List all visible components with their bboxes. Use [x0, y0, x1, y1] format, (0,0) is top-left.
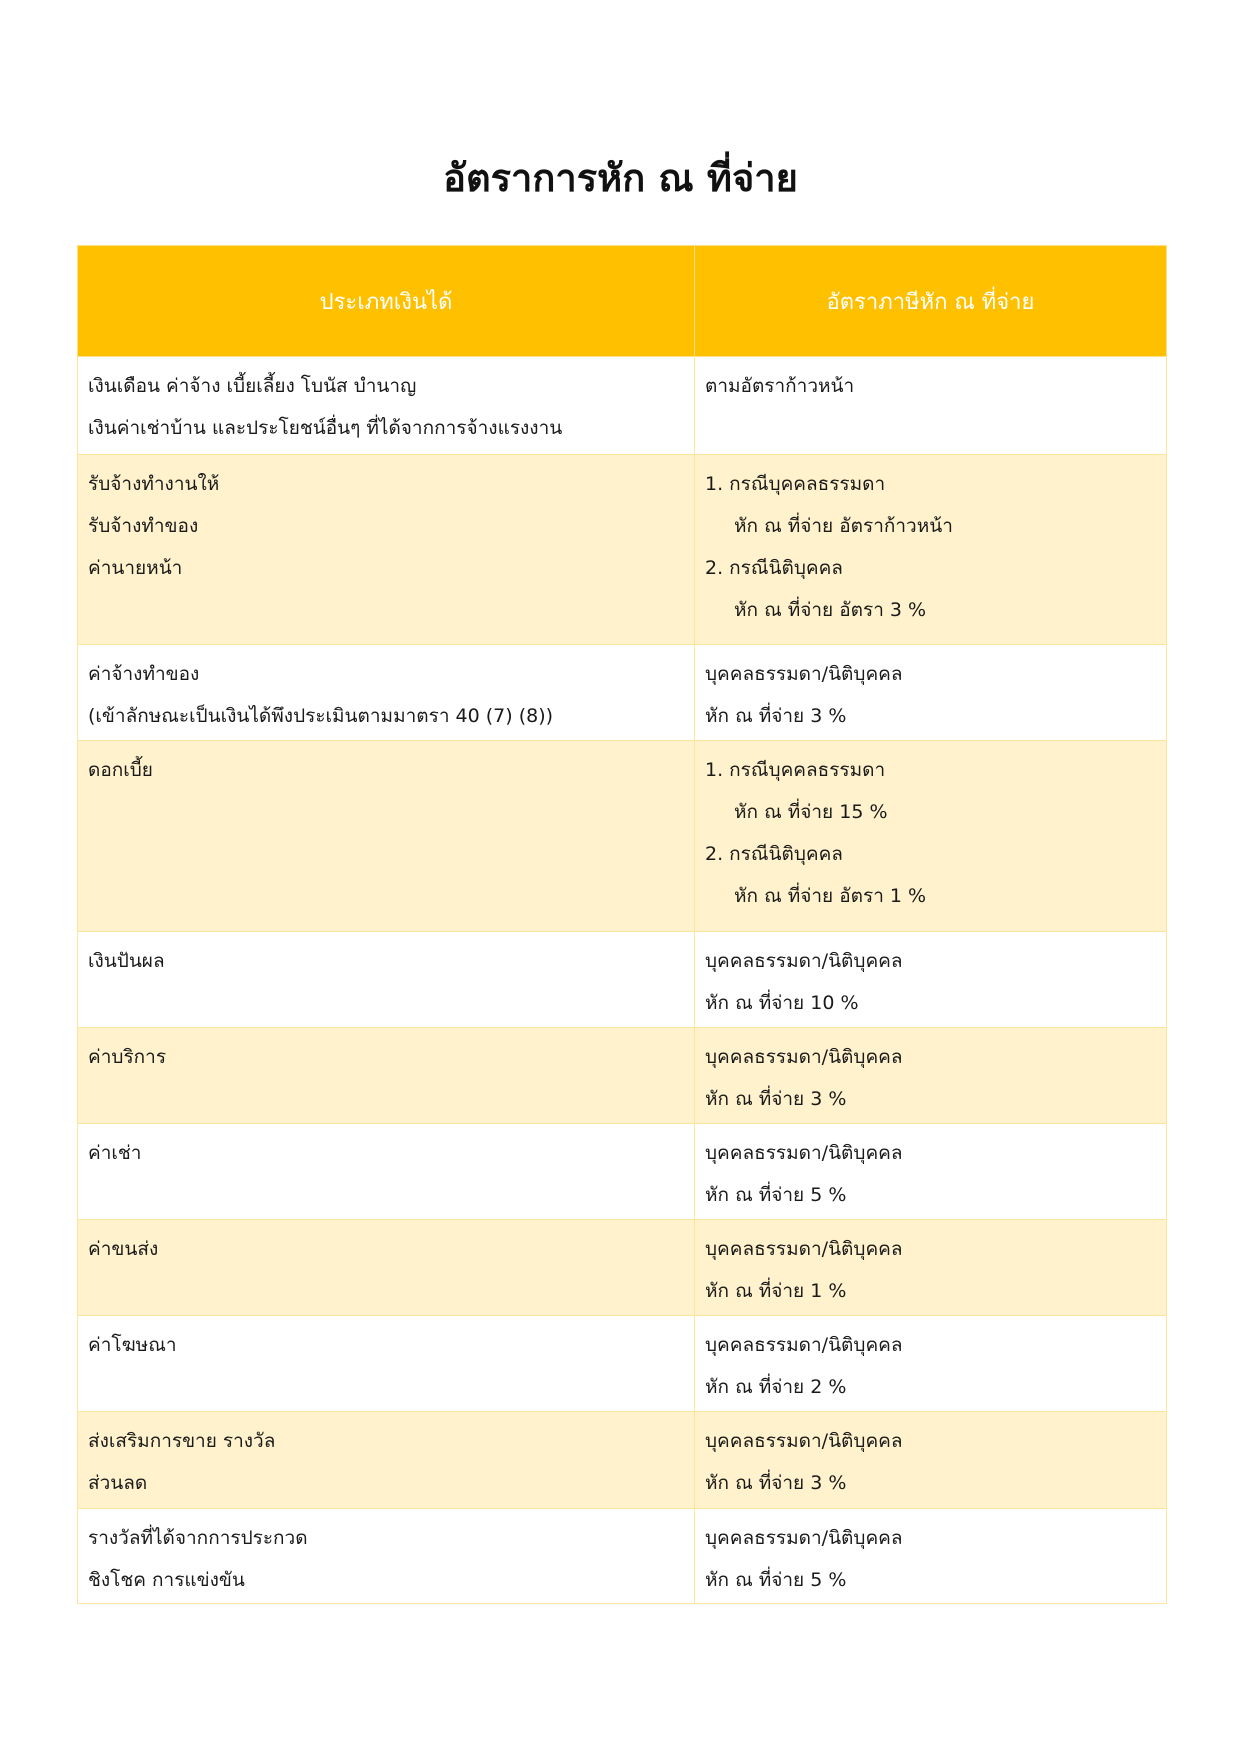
income-type-line: ส่งเสริมการขาย รางวัล	[88, 1430, 276, 1452]
income-type-cell	[78, 1124, 695, 1220]
income-type-cell	[78, 1316, 695, 1412]
table-row	[78, 741, 1167, 932]
rate-line: บุคคลธรรมดา/นิติบุคคล	[705, 950, 903, 972]
rate-cell	[695, 932, 1167, 1028]
income-type-cell	[78, 1509, 695, 1604]
table-row	[78, 357, 1167, 455]
rate-line: บุคคลธรรมดา/นิติบุคคล	[705, 1527, 903, 1549]
rate-line: หัก ณ ที่จ่าย 15 %	[734, 801, 888, 823]
rate-line: บุคคลธรรมดา/นิติบุคคล	[705, 1046, 903, 1068]
rate-cell	[695, 455, 1167, 645]
rate-cell	[695, 1509, 1167, 1604]
header-income-type: ประเภทเงินได้	[78, 246, 695, 357]
rate-cell	[695, 1028, 1167, 1124]
income-type-line: รับจ้างทำของ	[88, 515, 199, 537]
rate-line: หัก ณ ที่จ่าย 5 %	[705, 1569, 847, 1591]
rate-line: หัก ณ ที่จ่าย 5 %	[705, 1184, 847, 1206]
income-type-line: ค่าบริการ	[88, 1046, 167, 1068]
income-type-line: ค่าขนส่ง	[88, 1238, 159, 1260]
rate-line: หัก ณ ที่จ่าย 3 %	[705, 1088, 847, 1110]
table-row	[78, 1220, 1167, 1316]
page-title: อัตราการหัก ณ ที่จ่าย	[443, 156, 798, 200]
rate-line: บุคคลธรรมดา/นิติบุคคล	[705, 1238, 903, 1260]
table-row	[78, 932, 1167, 1028]
income-type-line: เงินเดือน ค่าจ้าง เบี้ยเลี้ยง โบนัส บำนาญ	[88, 375, 417, 397]
rate-line: หัก ณ ที่จ่าย 10 %	[705, 992, 859, 1014]
rate-line: บุคคลธรรมดา/นิติบุคคล	[705, 1334, 903, 1356]
rate-cell	[695, 741, 1167, 932]
income-type-cell	[78, 645, 695, 741]
table-row	[78, 645, 1167, 741]
income-type-line: ค่าจ้างทำของ	[88, 663, 200, 685]
rate-line: หัก ณ ที่จ่าย 1 %	[705, 1280, 847, 1302]
income-type-cell	[78, 1028, 695, 1124]
income-type-line: ค่านายหน้า	[88, 557, 183, 579]
income-type-line: รางวัลที่ได้จากการประกวด	[88, 1527, 308, 1549]
income-type-line: ค่าเช่า	[88, 1142, 142, 1164]
rate-cell	[695, 1124, 1167, 1220]
rate-line: หัก ณ ที่จ่าย อัตรา 3 %	[734, 599, 927, 621]
rate-line: 2. กรณีนิติบุคคล	[705, 557, 843, 579]
withholding-rates-table	[77, 245, 1167, 1604]
table-row	[78, 1509, 1167, 1604]
rate-line: หัก ณ ที่จ่าย 2 %	[705, 1376, 847, 1398]
income-type-line: ค่าโฆษณา	[88, 1334, 177, 1356]
income-type-line: ส่วนลด	[88, 1472, 148, 1494]
rate-line: 1. กรณีบุคคลธรรมดา	[705, 473, 886, 495]
rate-line: บุคคลธรรมดา/นิติบุคคล	[705, 1430, 903, 1452]
income-type-line: ดอกเบี้ย	[88, 759, 153, 781]
income-type-line: เงินปันผล	[88, 950, 165, 972]
table-row	[78, 1412, 1167, 1509]
income-type-line: ชิงโชค การแข่งขัน	[88, 1569, 245, 1591]
rate-line: หัก ณ ที่จ่าย 3 %	[705, 1472, 847, 1494]
rate-cell	[695, 357, 1167, 455]
rate-line: หัก ณ ที่จ่าย 3 %	[705, 705, 847, 727]
income-type-line: รับจ้างทำงานให้	[88, 473, 220, 495]
rate-line: บุคคลธรรมดา/นิติบุคคล	[705, 663, 903, 685]
rate-line: หัก ณ ที่จ่าย อัตรา 1 %	[734, 885, 927, 907]
rate-line: บุคคลธรรมดา/นิติบุคคล	[705, 1142, 903, 1164]
rate-line: ตามอัตราก้าวหน้า	[705, 375, 855, 397]
income-type-cell	[78, 455, 695, 645]
rate-line: 2. กรณีนิติบุคคล	[705, 843, 843, 865]
income-type-cell	[78, 932, 695, 1028]
income-type-cell	[78, 357, 695, 455]
income-type-line: เงินค่าเช่าบ้าน และประโยชน์อื่นๆ ที่ได้จากการจ้างแรงงาน	[88, 417, 563, 439]
income-type-cell	[78, 1412, 695, 1509]
rate-cell	[695, 645, 1167, 741]
income-type-cell	[78, 1220, 695, 1316]
table-row	[78, 1124, 1167, 1220]
table-header-row	[78, 246, 1167, 357]
income-type-cell	[78, 741, 695, 932]
rate-cell	[695, 1316, 1167, 1412]
header-withholding-rate: อัตราภาษีหัก ณ ที่จ่าย	[695, 246, 1167, 357]
table-row	[78, 455, 1167, 645]
rate-line: 1. กรณีบุคคลธรรมดา	[705, 759, 886, 781]
table-row	[78, 1028, 1167, 1124]
income-type-line: (เข้าลักษณะเป็นเงินได้พึงประเมินตามมาตรา 40 (7) (8))	[88, 705, 554, 727]
rate-cell	[695, 1412, 1167, 1509]
rate-line: หัก ณ ที่จ่าย อัตราก้าวหน้า	[734, 515, 953, 537]
table-row	[78, 1316, 1167, 1412]
rate-cell	[695, 1220, 1167, 1316]
